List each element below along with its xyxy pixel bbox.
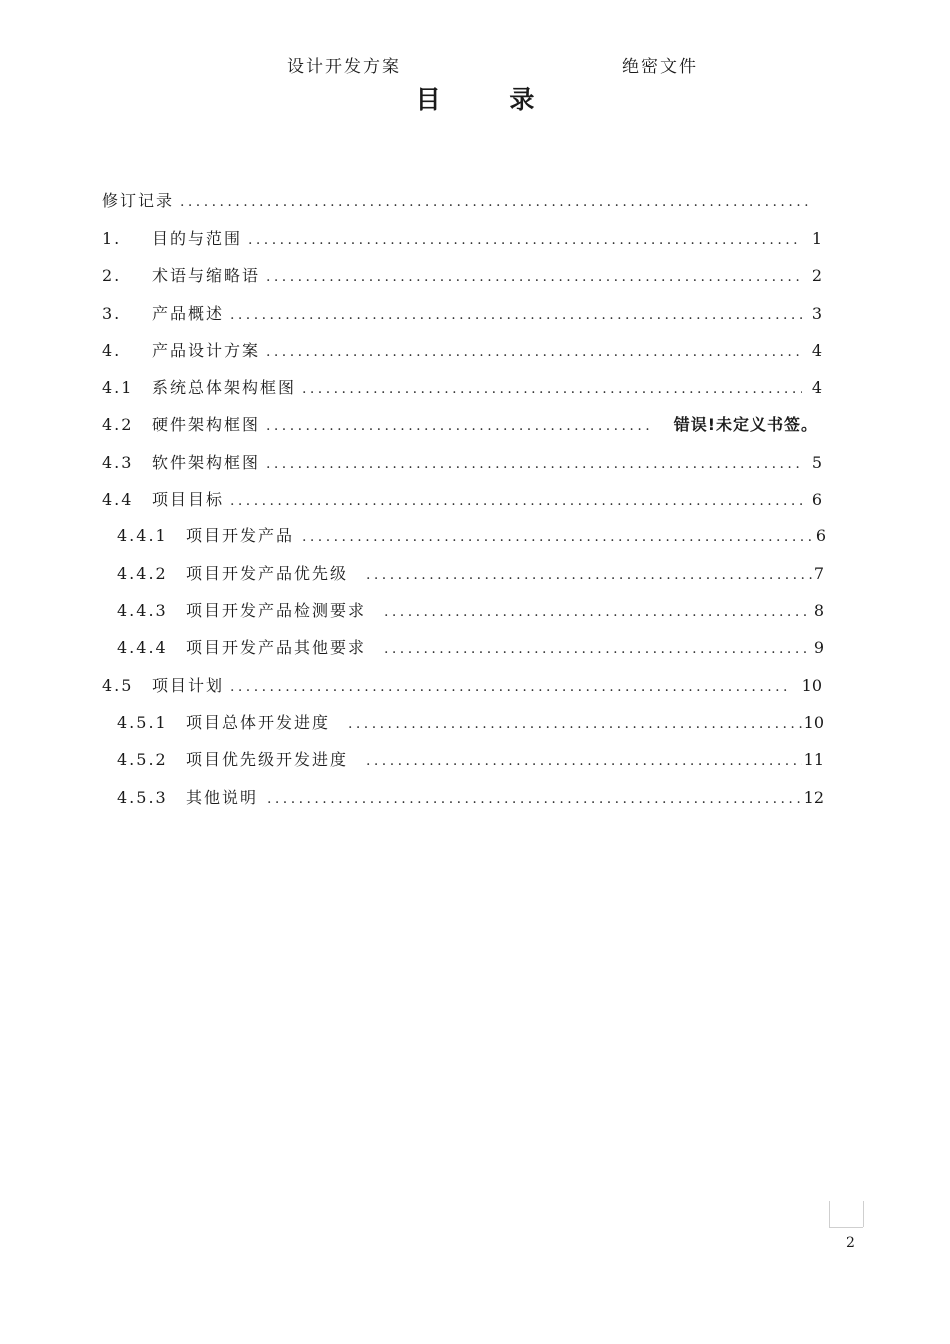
toc-entry-number: 4.4.2: [117, 564, 168, 583]
toc-entry-number: 4.4.3: [117, 601, 168, 620]
toc-leader-dots: [230, 487, 802, 513]
toc-entry-label: 产品概述: [152, 304, 225, 323]
toc-entry-4-4[interactable]: [102, 487, 822, 513]
toc-entry-2[interactable]: [102, 263, 822, 289]
toc-entry-4-4-3[interactable]: [117, 598, 824, 624]
toc-leader-dots: [384, 598, 812, 624]
toc-entry-page: 12: [803, 788, 824, 807]
toc-entry-label: 项目开发产品检测要求: [186, 601, 367, 620]
toc-entry-page: 7: [813, 564, 824, 583]
toc-leader-dots: [366, 747, 802, 773]
toc-entry-label: 修订记录: [102, 191, 175, 210]
toc-entry-number: 4.3: [102, 453, 134, 472]
toc-leader-dots: [266, 412, 654, 438]
toc-entry-page: 9: [813, 638, 824, 657]
toc-entry-page: 1: [811, 229, 822, 248]
toc-entry-page: 8: [813, 601, 824, 620]
toc-entry-page: 6: [815, 526, 826, 545]
toc-entry-label: 目的与范围: [152, 229, 243, 248]
toc-entry-page: 2: [811, 266, 822, 285]
header-confidential-label: 绝密文件: [622, 57, 698, 77]
toc-title: 目 录: [415, 85, 565, 114]
toc-entry-page: 3: [811, 304, 822, 323]
toc-entry-4-3[interactable]: [102, 450, 822, 476]
toc-entry-1[interactable]: [102, 226, 822, 252]
toc-entry-number: 3.: [102, 304, 122, 323]
toc-entry-4-5[interactable]: [102, 673, 822, 699]
toc-entry-number: 4.4.4: [117, 638, 168, 657]
toc-leader-dots: [384, 635, 812, 661]
toc-entry-4-4-4[interactable]: [117, 635, 824, 661]
header-doc-title: 设计开发方案: [287, 57, 401, 77]
toc-entry-4-1[interactable]: [102, 375, 822, 401]
toc-entry-4[interactable]: [102, 338, 822, 364]
toc-entry-number: 4.4.1: [117, 526, 168, 545]
toc-leader-dots: [348, 710, 802, 736]
toc-entry-label: 项目开发产品其他要求: [186, 638, 367, 657]
toc-error-bookmark: 错误!未定义书签。: [670, 412, 818, 438]
toc-entry-label: 产品设计方案: [152, 341, 261, 360]
toc-entry-page: 11: [803, 750, 824, 769]
toc-entry-number: 2.: [102, 266, 122, 285]
toc-entry-4-5-3[interactable]: [117, 785, 824, 811]
toc-entry-number: 4.5: [102, 676, 134, 695]
toc-entry-revision-record[interactable]: [102, 188, 812, 214]
toc-entry-label: 项目开发产品优先级: [186, 564, 349, 583]
toc-leader-dots: [230, 301, 802, 327]
toc-leader-dots: [180, 188, 812, 214]
toc-entry-4-5-1[interactable]: [117, 710, 824, 736]
page-corner-mark: [829, 1201, 863, 1228]
toc-entry-label: 软件架构框图: [152, 453, 261, 472]
toc-entry-label: 项目总体开发进度: [186, 713, 331, 732]
footer-page-number: 2: [846, 1235, 855, 1251]
toc-entry-4-5-2[interactable]: [117, 747, 824, 773]
toc-entry-3[interactable]: [102, 301, 822, 327]
toc-entry-label: 其他说明: [186, 788, 259, 807]
toc-entry-page: 10: [803, 713, 824, 732]
toc-entry-number: 1.: [102, 229, 122, 248]
toc-leader-dots: [302, 375, 802, 401]
toc-leader-dots: [266, 263, 802, 289]
toc-entry-number: 4.5.3: [117, 788, 168, 807]
toc-entry-page: 5: [811, 453, 822, 472]
toc-entry-label: 项目优先级开发进度: [186, 750, 349, 769]
toc-leader-dots: [266, 338, 802, 364]
toc-entry-number: 4.2: [102, 415, 134, 434]
toc-entry-4-2[interactable]: [102, 412, 818, 438]
toc-entry-page: 10: [801, 676, 822, 695]
toc-entry-page: 4: [811, 378, 822, 397]
toc-entry-page: 6: [811, 490, 822, 509]
toc-entry-label: 术语与缩略语: [152, 266, 261, 285]
toc-entry-4-4-2[interactable]: [117, 561, 824, 587]
toc-entry-number: 4.4: [102, 490, 134, 509]
toc-entry-label: 项目开发产品: [186, 526, 295, 545]
toc-leader-dots: [248, 226, 802, 252]
toc-entry-number: 4.5.2: [117, 750, 168, 769]
toc-entry-label: 系统总体架构框图: [152, 378, 297, 397]
toc-entry-4-4-1[interactable]: [117, 523, 826, 549]
toc-entry-number: 4.1: [102, 378, 134, 397]
toc-entry-label: 硬件架构框图: [152, 415, 261, 434]
toc-leader-dots: [302, 523, 812, 549]
toc-entry-label: 项目计划: [152, 676, 225, 695]
toc-leader-dots: [230, 673, 790, 699]
toc-leader-dots: [267, 785, 802, 811]
toc-entry-number: 4.5.1: [117, 713, 168, 732]
toc-leader-dots: [266, 450, 802, 476]
toc-entry-page: 4: [811, 341, 822, 360]
toc-entry-label: 项目目标: [152, 490, 225, 509]
toc-leader-dots: [366, 561, 812, 587]
toc-entry-number: 4.: [102, 341, 122, 360]
